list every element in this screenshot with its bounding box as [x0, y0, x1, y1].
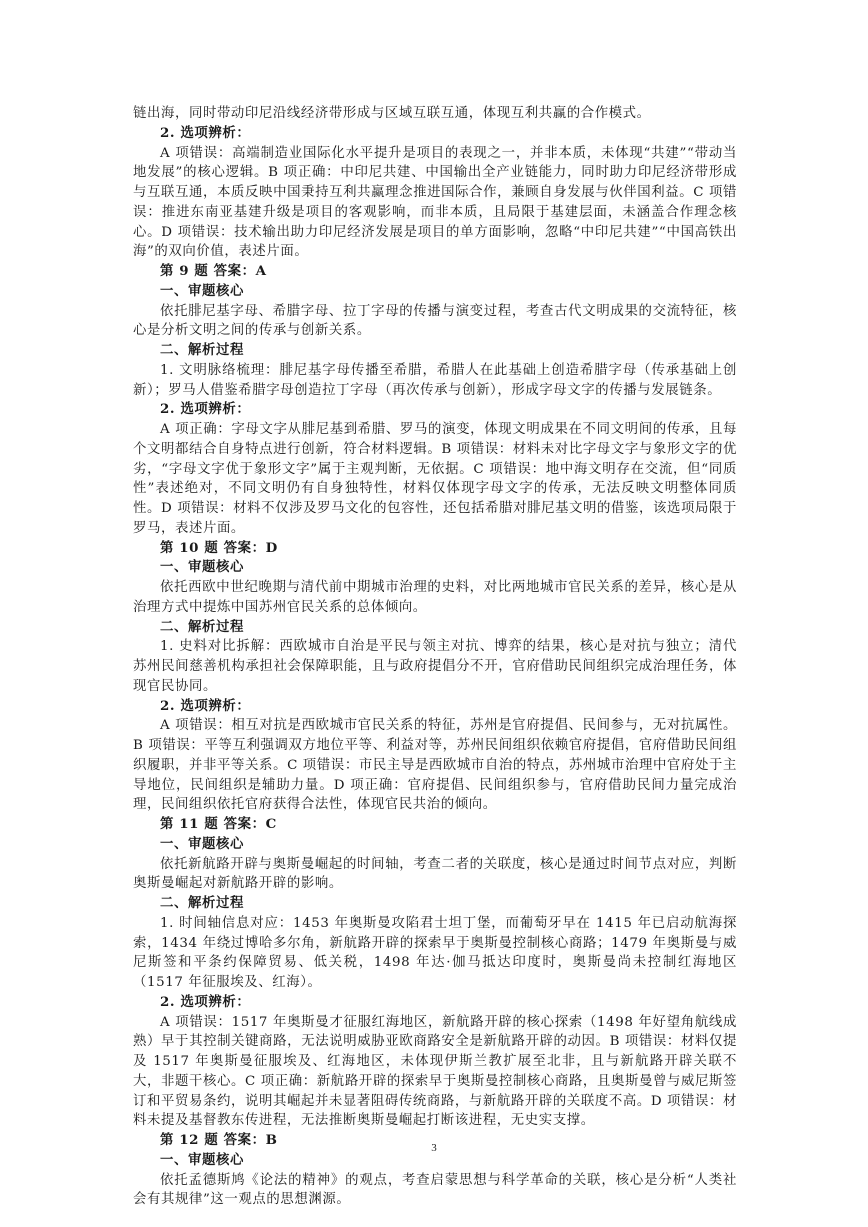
body-paragraph: 1. 时间轴信息对应：1453 年奥斯曼攻陷君士坦丁堡，而葡萄牙早在 1415 年已启动航海探索，1434 年绕过博哈多尔角，新航路开辟的探索早于奥斯曼控制核心商路；1479 年奥斯曼与威尼斯签和平条约保障贸易、低关税，1498 年达·伽马抵达印度时，奥斯曼尚未控制红海地区（1517 年征服埃及、红海）。 — [133, 915, 737, 990]
body-paragraph: 依托西欧中世纪晚期与清代前中期城市治理的史料，对比两地城市官民关系的差异，核心是从治理方式中提炼中国苏州官民关系的总体倾向。 — [133, 580, 737, 615]
page-number: 3 — [431, 1142, 437, 1154]
body-paragraph: A 项正确：字母文字从腓尼基到希腊、罗马的演变，体现文明成果在不同文明间的传承，且每个文明都结合自身特点进行创新，符合材料逻辑。B 项错误：材料未对比字母文字与象形文字的优劣，“字母文字优于象形文字”属于主观判断，无依据。C 项错误：地中海文明存在交流，但“同质性”表述绝对，不同文明仍有自身独特性，材料仅体现字母文字的传承，无法反映文明整体同质性。D 项错误：材料不仅涉及罗马文化的包容性，还包括希腊对腓尼基文明的借鉴，该选项局限于罗马，表述片面。 — [133, 422, 737, 536]
section-heading: 二、解析过程 — [160, 618, 244, 635]
body-paragraph: 链出海，同时带动印尼沿线经济带形成与区域互联互通，体现互利共赢的合作模式。 — [133, 106, 651, 121]
section-heading: 一、审题核心 — [160, 559, 244, 576]
section-heading: 第 10 题 答案：D — [160, 539, 278, 556]
body-paragraph: 1. 史料对比拆解：西欧城市自治是平民与领主对抗、博弈的结果，核心是对抗与独立；清代苏州民间慈善机构承担社会保障职能，且与政府提倡分不开，官府借助民间组织完成治理任务，体现官民协同。 — [133, 639, 737, 694]
section-heading: 一、审题核心 — [160, 835, 244, 852]
body-paragraph: A 项错误：1517 年奥斯曼才征服红海地区，新航路开辟的核心探索（1498 年好望角航线成熟）早于其控制关键商路，无法说明威胁亚欧商路安全是新航路开辟的动因。B 项错误：材料仅提及 1517 年奥斯曼征服埃及、红海地区，未体现伊斯兰教扩展至北非，且与新航路开辟关联不大，非题干核心。C 项正确：新航路开辟的探索早于奥斯曼控制核心商路，且奥斯曼曾与威尼斯签订和平贸易条约，说明其崛起并未显著阻碍传统商路，与新航路开辟的关联度不高。D 项错误：材料未提及基督教东传进程，无法推断奥斯曼崛起打断该进程，无史实支撑。 — [133, 1014, 737, 1129]
body-paragraph: A 项错误：相互对抗是西欧城市官民关系的特征，苏州是官府提倡、民间参与，无对抗属性。B 项错误：平等互利强调双方地位平等、利益对等，苏州民间组织依赖官府提倡，官府借助民间组织履职，并非平等关系。C 项错误：市民主导是西欧城市自治的特点，苏州城市治理中官府处于主导地位，民间组织是辅助力量。D 项正确：官府提倡、民间组织参与，官府借助民间力量完成治理，民间组织依托官府获得合法性，体现官民共治的倾向。 — [133, 718, 737, 813]
body-paragraph: 依托孟德斯鸠《论法的精神》的观点，考查启蒙思想与科学革命的关联，核心是分析“人类社会有其规律”这一观点的思想渊源。 — [133, 1172, 737, 1208]
page-body — [133, 104, 737, 1210]
section-heading: 2. 选项辨析： — [160, 124, 251, 141]
body-paragraph: A 项错误：高端制造业国际化水平提升是项目的表现之一，并非本质，未体现“共建”“带动当地发展”的核心逻辑。B 项正确：中印尼共建、中国输出全产业链能力，同时助力印尼经济带形成与互联互通，本质反映中国秉持互利共赢理念推进国际合作，兼顾自身发展与伙伴国利益。C 项错误：推进东南亚基建升级是项目的客观影响，而非本质，且局限于基建层面，未涵盖合作理念核心。D 项错误：技术输出助力印尼经济发展是项目的单方面影响，忽略“中印尼共建”“中国高铁出海”的双向价值，表述片面。 — [133, 145, 737, 260]
section-heading: 2. 选项辨析： — [160, 697, 251, 714]
section-heading: 二、解析过程 — [160, 342, 244, 358]
section-heading: 第 11 题 答案：C — [160, 816, 277, 832]
body-paragraph: 1. 文明脉络梳理：腓尼基字母传播至希腊，希腊人在此基础上创造希腊字母（传承基础上创新）；罗马人借鉴希腊字母创造拉丁字母（再次传承与创新），形成字母文字的传播与发展链条。 — [133, 362, 737, 398]
body-paragraph: 依托新航路开辟与奥斯曼崛起的时间轴，考查二者的关联度，核心是通过时间节点对应，判断奥斯曼崛起对新航路开辟的影响。 — [133, 856, 737, 892]
section-heading: 一、审题核心 — [160, 1151, 244, 1168]
section-heading: 二、解析过程 — [160, 895, 244, 911]
section-heading: 第 9 题 答案：A — [160, 263, 267, 279]
section-heading: 2. 选项辨析： — [160, 993, 251, 1010]
section-heading: 第 12 题 答案：B — [160, 1132, 278, 1148]
section-heading: 2. 选项辨析： — [160, 401, 251, 418]
section-heading: 一、审题核心 — [160, 282, 244, 299]
body-paragraph: 依托腓尼基字母、希腊字母、拉丁字母的传播与演变过程，考查古代文明成果的交流特征，核心是分析文明之间的传承与创新关系。 — [133, 303, 737, 339]
